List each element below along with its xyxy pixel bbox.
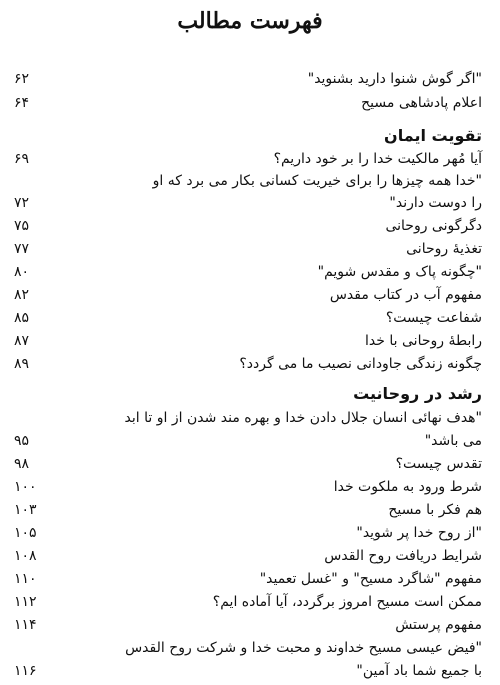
toc-entry [14,637,482,659]
toc-entry [14,591,482,613]
toc-entry [14,307,482,329]
entry-title: مفهوم پرستش [395,617,482,633]
toc-entry [14,476,482,498]
entry-title: رابطۀ روحانی با خدا [365,333,482,349]
entry-title: دگرگونی روحانی [385,218,482,234]
toc-entry [14,92,482,114]
entry-page-number: ۸۷ [14,333,30,349]
entry-title: مفهوم "شاگرد مسیح" و "غسل تعمید" [259,571,482,587]
toc-entry [14,407,482,429]
toc-entry [14,330,482,352]
toc-entry [14,522,482,544]
entry-page-number: ۸۲ [14,287,30,303]
entry-page-number: ۱۱۰ [14,571,37,587]
toc-entry [14,614,482,636]
entry-page-number: ۹۵ [14,433,30,449]
entry-page-number: ۷۲ [14,195,30,211]
toc-entry [14,215,482,237]
page-title: فهرست مطالب [177,8,323,34]
toc-entry [14,68,482,90]
entry-title: شرط ورود به ملکوت خدا [333,479,482,495]
section-heading: تقویت ایمان [384,126,482,145]
entry-title: اعلام پادشاهی مسیح [361,95,482,111]
entry-title: "اگر گوش شنوا دارید بشنوید" [307,71,482,87]
entry-page-number: ۱۰۸ [14,548,37,564]
entry-page-number: ۱۰۰ [14,479,37,495]
toc-entry [14,238,482,260]
entry-page-number: ۱۰۵ [14,525,37,541]
entry-page-number: ۶۲ [14,71,30,87]
entry-title: "چگونه پاک و مقدس شویم" [317,264,482,280]
toc-entry [14,170,482,192]
toc-entry [14,192,482,214]
entry-page-number: ۹۸ [14,456,30,472]
entry-title: تقدس چیست؟ [395,456,482,472]
toc-entry [14,284,482,306]
entry-title: چگونه زندگی جاودانی نصیب ما می گردد؟ [239,356,482,372]
entry-title: "خدا همه چیزها را برای خیریت کسانی بکار می برد که او [152,173,482,189]
entry-page-number: ۸۰ [14,264,30,280]
section-heading: رشد در روحانیت [353,384,482,403]
toc-entry [14,430,482,452]
entry-page-number: ۱۰۳ [14,502,37,518]
entry-title: تغذیۀ روحانی [406,241,482,257]
entry-title: هم فکر با مسیح [388,502,482,518]
toc-entry [14,453,482,475]
toc-entry [14,499,482,521]
entry-title: می باشد" [424,433,482,449]
toc-entry [14,568,482,590]
entry-title: را دوست دارند" [389,195,482,211]
entry-page-number: ۸۵ [14,310,30,326]
entry-page-number: ۸۹ [14,356,30,372]
entry-title: "هدف نهائی انسان جلال دادن خدا و بهره مند شدن از او تا ابد [124,410,482,426]
entry-title: "فیض عیسی مسیح خداوند و محبت خدا و شرکت روح القدس [125,640,482,656]
toc-entry [14,545,482,567]
entry-page-number: ۱۱۴ [14,617,37,633]
toc-entry [14,353,482,375]
entry-page-number: ۱۱۲ [14,594,37,610]
entry-title: "از روح خدا پر شوید" [356,525,482,541]
entry-page-number: ۱۱۶ [14,663,37,679]
entry-title: مفهوم آب در کتاب مقدس [329,287,482,303]
entry-title: آیا مُهر مالکیت خدا را بر خود داریم؟ [273,151,482,167]
entry-page-number: ۷۷ [14,241,30,257]
entry-title: شرایط دریافت روح القدس [324,548,482,564]
entry-title: با جمیع شما باد آمین" [356,663,482,679]
entry-page-number: ۶۴ [14,95,30,111]
entry-title: شفاعت چیست؟ [385,310,482,326]
entry-page-number: ۷۵ [14,218,30,234]
entry-title: ممکن است مسیح امروز برگردد، آیا آماده ایم؟ [212,594,482,610]
toc-entry [14,261,482,283]
entry-page-number: ۶۹ [14,151,30,167]
toc-entry [14,148,482,170]
toc-entry [14,660,482,682]
